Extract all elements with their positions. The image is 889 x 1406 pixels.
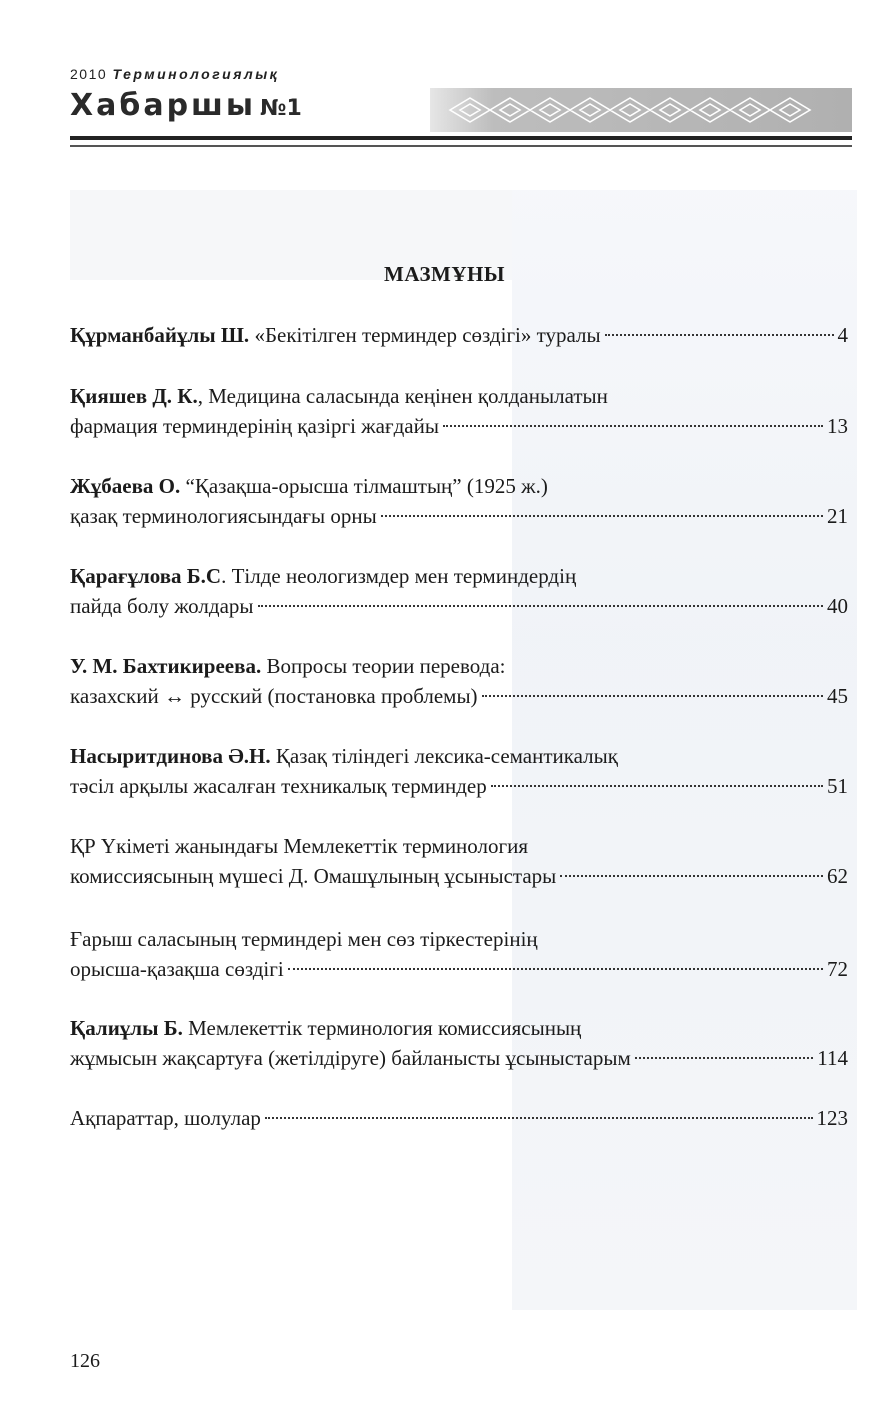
dot-leader	[258, 605, 824, 607]
toc-page: 21	[827, 504, 848, 528]
toc-line	[70, 320, 848, 350]
toc-line	[70, 1043, 848, 1073]
toc-page: 40	[827, 594, 848, 618]
toc-entry[interactable]	[70, 381, 848, 441]
toc-line	[70, 561, 848, 591]
toc-author: Насыритдинова Ә.Н.	[70, 744, 271, 768]
journal-subtitle	[70, 66, 279, 82]
toc-line	[70, 381, 848, 411]
toc-author: Қарағұлова Б.С	[70, 564, 222, 588]
toc-line	[70, 1013, 848, 1043]
toc-line	[70, 411, 848, 441]
toc-title: «Бекітілген терминдер сөздігі» туралы	[249, 323, 601, 347]
toc-title-cont: пайда болу жолдары	[70, 594, 254, 618]
dot-leader	[265, 1117, 813, 1119]
toc-entry[interactable]	[70, 831, 848, 891]
toc-page: 114	[817, 1046, 848, 1070]
toc-line	[70, 771, 848, 801]
toc-title: Ғарыш саласының терминдері мен сөз тіркестерінің	[70, 927, 538, 951]
toc-author: Жұбаева О.	[70, 474, 181, 498]
toc-entry[interactable]	[70, 741, 848, 801]
ornament-pattern-icon	[440, 93, 840, 127]
toc-author: Құрманбайұлы Ш.	[70, 323, 250, 347]
toc-line	[70, 681, 848, 711]
toc-entry[interactable]	[70, 1013, 848, 1073]
dot-leader	[605, 334, 834, 336]
dot-leader	[288, 968, 823, 970]
toc-line	[70, 954, 848, 984]
toc-title: ҚР Үкіметі жанындағы Мемлекеттік терминология	[70, 834, 529, 858]
toc-title-cont: қазақ терминологиясындағы орны	[70, 504, 377, 528]
header-rule-thick	[70, 136, 852, 140]
journal-header	[70, 66, 852, 156]
toc-entry[interactable]	[70, 561, 848, 621]
toc-line	[70, 591, 848, 621]
toc-title: . Тілде неологизмдер мен терминдердің	[221, 564, 577, 588]
toc-author: Қияшев Д. К.	[70, 384, 198, 408]
toc-entry[interactable]	[70, 320, 848, 350]
dot-leader	[443, 425, 823, 427]
toc-title: “Қазақша-орысша тілмаштың” (1925 ж.)	[180, 474, 548, 498]
contents-heading: МАЗМҰНЫ	[384, 262, 505, 286]
toc-title-cont: жұмысын жақсартуға (жетілдіруге) байланысты ұсыныстарым	[70, 1046, 631, 1070]
page-number: 126	[70, 1350, 100, 1372]
dot-leader	[482, 695, 823, 697]
toc-title-cont: казахский ↔ русский (постановка проблемы)	[70, 684, 478, 708]
toc-page: 4	[837, 323, 848, 347]
journal-year: 2010	[70, 66, 108, 82]
toc-entry[interactable]	[70, 651, 848, 711]
toc-title: Вопросы теории перевода:	[261, 654, 506, 678]
toc-line	[70, 501, 848, 531]
toc-title: Мемлекеттік терминология комиссиясының	[182, 1016, 582, 1040]
journal-title-bar	[70, 88, 852, 134]
dot-leader	[381, 515, 823, 517]
journal-issue: №1	[260, 96, 302, 121]
toc-entry[interactable]	[70, 471, 848, 531]
toc-line	[70, 651, 848, 681]
dot-leader	[635, 1057, 814, 1059]
toc-title-cont: комиссиясының мүшесі Д. Омашұлының ұсыныстары	[70, 864, 557, 888]
toc-page: 123	[816, 1106, 848, 1130]
toc-title: Қазақ тіліндегі лексика-семантикалық	[270, 744, 618, 768]
toc-line	[70, 741, 848, 771]
toc-title: Ақпараттар, шолулар	[70, 1106, 261, 1130]
journal-title: Хабаршы	[70, 88, 257, 123]
toc-page: 13	[827, 414, 848, 438]
toc-page: 51	[827, 774, 848, 798]
header-rule-thin	[70, 145, 852, 147]
toc-author: Қалиұлы Б.	[70, 1016, 183, 1040]
toc-entry[interactable]	[70, 1103, 848, 1133]
toc-page: 72	[827, 957, 848, 981]
dot-leader	[560, 875, 823, 877]
ornament-band	[430, 88, 852, 132]
toc-entry[interactable]	[70, 924, 848, 984]
toc-title-cont: фармация терминдерінің қазіргі жағдайы	[70, 414, 439, 438]
toc-page: 45	[827, 684, 848, 708]
dot-leader	[491, 785, 823, 787]
toc-author: У. М. Бахтикиреева.	[70, 654, 262, 678]
toc-title: , Медицина саласында кеңінен қолданылатын	[197, 384, 608, 408]
toc-line	[70, 471, 848, 501]
toc-line	[70, 1103, 848, 1133]
toc-line	[70, 861, 848, 891]
toc-title-cont: тәсіл арқылы жасалған техникалық терминдер	[70, 774, 487, 798]
journal-word: Терминологиялық	[112, 66, 280, 82]
toc-page: 62	[827, 864, 848, 888]
toc-title-cont: орысша-қазақша сөздігі	[70, 957, 284, 981]
